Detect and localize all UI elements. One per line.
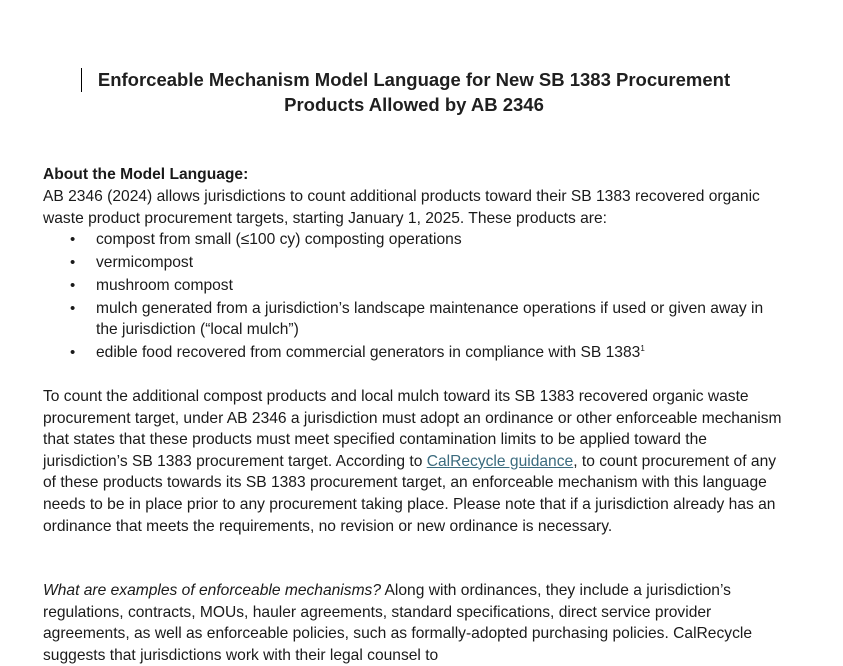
list-item-text: mulch generated from a jurisdiction’s landscape maintenance operations if used or given away in the jurisdiction (“local mulch”) [96, 299, 764, 339]
bullet-marker: • [70, 344, 76, 362]
bullet-marker: • [70, 253, 76, 271]
bullet-marker: • [70, 276, 76, 294]
list-item-text: vermicompost [96, 253, 194, 271]
product-list [43, 229, 783, 365]
intro-paragraph: AB 2346 (2024) allows jurisdictions to count additional products toward their SB 1383 recovered organic waste product procurement targets, starting January 1, 2025. These products are: [43, 188, 760, 227]
list-item [43, 342, 783, 364]
paragraph-text: To count the additional compost products and local mulch toward its SB 1383 recovered organic waste procurement target, under AB 2346 a jurisdiction must adopt an ordinance or other enforceable mechanism that states that these products must meet specified contamination limits to be applied toward the jurisdiction’s SB 1383 procurement target. According to [43, 388, 782, 470]
paragraph-text: , to count procurement of any of these products towards its SB 1383 procurement target, an enforceable mechanism with this language needs to be in place prior to any procurement taking place. Please note that if a jurisdiction already has an ordinance that meets the requirements, no revision or new ordinance is necessary. [43, 452, 777, 535]
examples-paragraph [43, 580, 783, 666]
list-item-text: mushroom compost [96, 276, 233, 294]
examples-question: What are examples of enforceable mechanisms? [43, 582, 382, 599]
title-line-1: Enforceable Mechanism Model Language for New SB 1383 Procurement [97, 69, 731, 90]
paragraph-text: Along with ordinances, they include a jurisdiction’s regulations, contracts, MOUs, hauler agreements, standard specifications, direct service provider agreements, as well as enforceable policies, such as formally-adopted purchasing policies. CalRecycle suggests that jurisdictions work with their legal counsel to [43, 582, 753, 664]
bullet-marker: • [70, 299, 76, 317]
list-item [43, 252, 783, 274]
list-item [43, 275, 783, 297]
calrecycle-guidance-link[interactable]: CalRecycle guidance [426, 452, 574, 470]
page-title [60, 67, 768, 117]
list-item-text: compost from small (≤100 cy) composting operations [96, 231, 462, 248]
list-item [43, 298, 783, 341]
title-line-2: Products Allowed by AB 2346 [284, 94, 544, 115]
section-heading: About the Model Language: [43, 166, 249, 183]
list-item [43, 229, 783, 251]
list-item-text: edible food recovered from commercial generators in compliance with SB 1383 [96, 344, 641, 362]
procurement-paragraph [43, 386, 783, 537]
footnote-reference[interactable]: 1 [640, 343, 645, 353]
bullet-marker: • [70, 231, 76, 248]
